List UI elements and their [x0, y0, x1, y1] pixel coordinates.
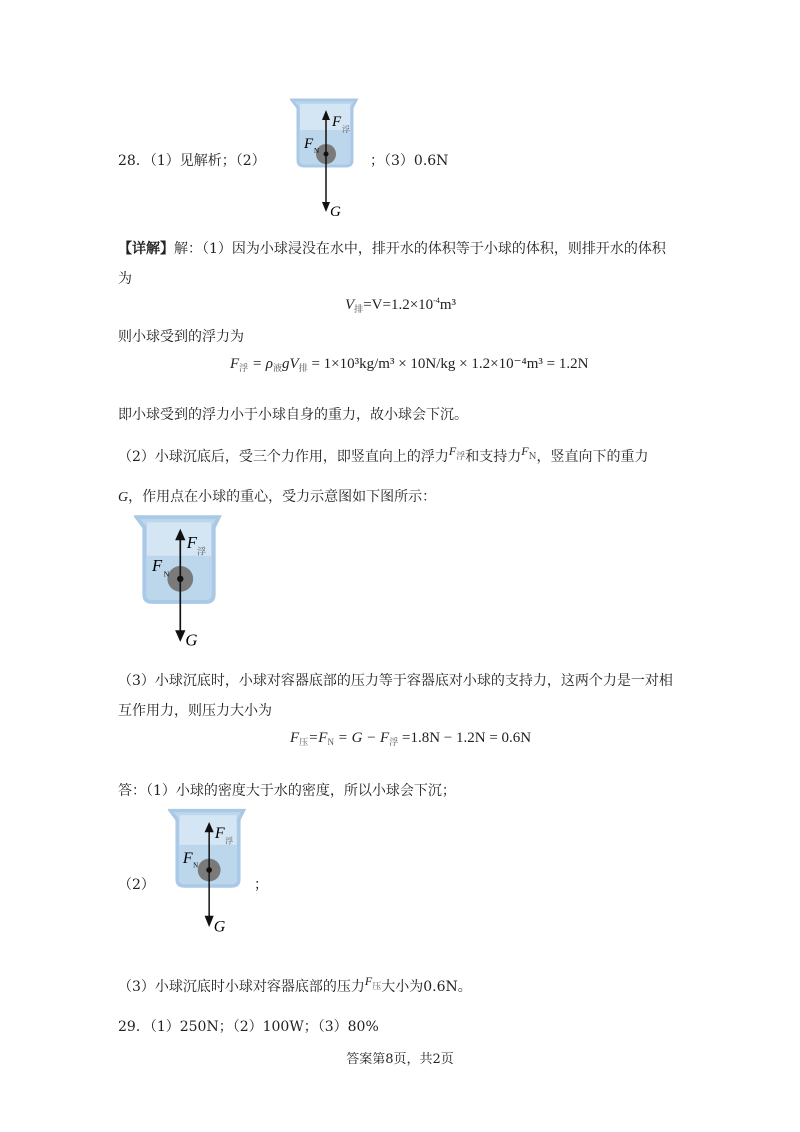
answer-3 [118, 974, 472, 996]
f-n-sub: N [314, 147, 320, 155]
f-n-label: F [304, 136, 314, 152]
answer-3-b: 大小为0.6N。 [381, 979, 472, 995]
eq3-f-sub: 压 [299, 737, 309, 747]
question-29-answer: （1）250N；（2）100W；（3）80% [149, 1019, 379, 1035]
part-3-line-b: 互作用力，则压力大小为 [118, 703, 272, 719]
down-arrow-head [175, 630, 185, 642]
part-3-line-a: （3）小球沉底时，小球对容器底部的压力等于容器底对小球的支持力，这两个力是一对相 [118, 673, 673, 689]
f-float-sub: 浮 [197, 546, 207, 557]
detail-text-a: 解：（1）因为小球浸没在水中，排开水的体积等于小球的体积，则排开水的体积 [174, 241, 666, 257]
equation-pressure [290, 730, 531, 748]
force-diagram-1 [290, 96, 360, 225]
page-footer: 答案第8页，共2页 [346, 1052, 454, 1067]
eq1-rest: =V=1.2×10 [363, 297, 434, 313]
eq2-g: gV [282, 356, 299, 372]
part2-d: ，作用点在小球的重心，受力示意图如下图所示： [128, 489, 437, 505]
eq3-float-sub: 浮 [389, 737, 399, 747]
f-n-sub: N [193, 862, 199, 870]
force-diagram-2 [134, 512, 224, 651]
eq1-sub: 排 [354, 304, 364, 314]
detail-label: 【详解】 [118, 241, 174, 257]
eq3-n-sub: N [327, 737, 334, 747]
f-float-sub: 浮 [342, 125, 350, 134]
down-arrow-head [322, 202, 330, 212]
beaker-diagram [290, 96, 360, 221]
eq1-exp: -4 [433, 296, 440, 305]
answer-3-sub: 压 [372, 982, 382, 992]
beaker-diagram [168, 806, 248, 934]
detail-text-b: 为 [118, 271, 132, 287]
part-2-line-2 [118, 486, 436, 506]
eq2-rest: = 1×10³kg/m³ × 10N/kg × 1.2×10⁻⁴m³ = 1.2N [307, 356, 589, 372]
answer-part-3: ；（3）0.6N [370, 153, 449, 169]
beaker-diagram [134, 512, 224, 647]
part2-g: G [118, 490, 129, 505]
answer-2-end: ； [254, 877, 268, 893]
part-2-line [118, 444, 648, 466]
part2-f-float-sub: 浮 [456, 452, 466, 462]
eq3-rest1: = G − F [333, 730, 390, 746]
part2-f-n: F [521, 444, 529, 458]
force-diagram-3 [168, 806, 248, 938]
conclusion-1: 即小球受到的浮力小于小球自身的重力，故小球会下沉。 [118, 407, 468, 423]
eq1-unit: m³ [439, 297, 456, 313]
f-float-sub: 浮 [225, 836, 234, 846]
f-float-label: F [186, 533, 197, 552]
detail-line-a [118, 238, 666, 258]
eq3-f: F [290, 730, 300, 746]
g-label: G [330, 204, 341, 220]
part2-b: 和支持力 [465, 449, 522, 465]
answer-3-a: （3）小球沉底时小球对容器底部的压力 [118, 979, 365, 995]
equation-buoyancy [230, 354, 588, 374]
answer-3-f: F [364, 974, 373, 988]
part2-f-float: F [448, 444, 457, 458]
eq2-f-sub: 浮 [239, 363, 249, 373]
eq2-f: F [230, 356, 240, 372]
eq1-v: V [345, 297, 355, 313]
question-29-line [118, 1016, 379, 1036]
f-n-label: F [152, 556, 163, 576]
g-label: G [213, 918, 226, 934]
buoyancy-intro: 则小球受到的浮力为 [118, 329, 244, 345]
part2-a: （2）小球沉底后，受三个力作用，即竖直向上的浮力 [118, 449, 449, 465]
question-28-line [118, 150, 266, 170]
part2-f-n-sub: N [528, 452, 537, 462]
f-float-label: F [214, 825, 225, 842]
eq2-rho-sub: 液 [273, 363, 283, 373]
f-float-label: F [332, 114, 342, 130]
equation-volume [345, 296, 456, 315]
answer-part-1-2: （1）见解析；（2） [149, 153, 266, 169]
part2-c: ，竖直向下的重力 [536, 449, 649, 465]
answer-1: 答：（1）小球的密度大于水的密度，所以小球会下沉； [118, 783, 456, 799]
question-number: 28． [118, 153, 150, 169]
f-n-sub: N [163, 569, 170, 579]
answer-2-label: （2） [118, 877, 155, 893]
eq2-rho: = ρ [248, 356, 274, 372]
down-arrow-head [205, 916, 214, 927]
eq2-v-sub: 排 [298, 363, 308, 373]
g-label: G [185, 630, 198, 647]
eq3-rest2: =1.8N − 1.2N = 0.6N [398, 730, 532, 746]
eq3-mid: =F [308, 730, 328, 746]
question-29-number: 29． [118, 1019, 150, 1035]
f-n-label: F [182, 850, 193, 868]
